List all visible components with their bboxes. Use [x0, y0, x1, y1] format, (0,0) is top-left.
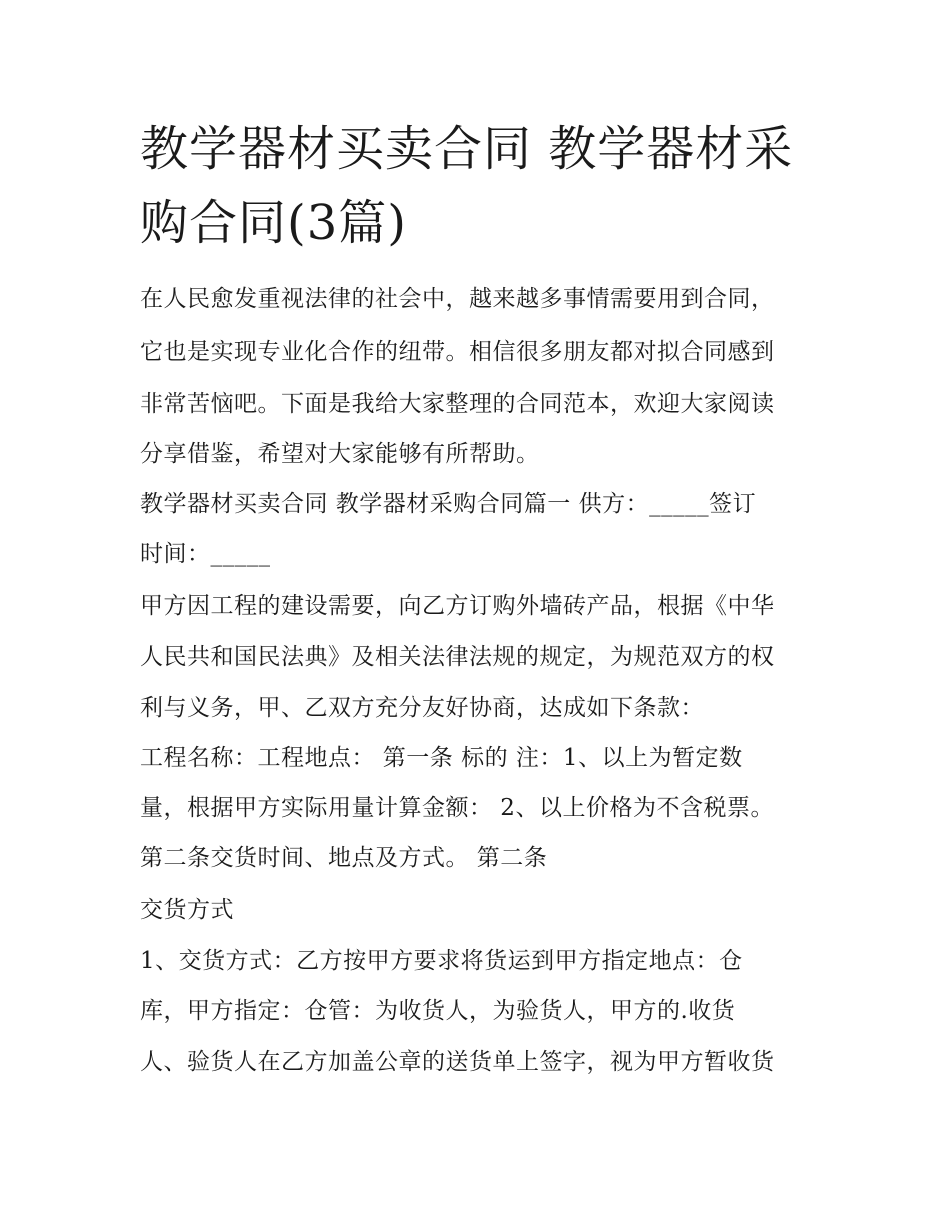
body-line-15: 库，甲方指定：仓管：为收货人，为验货人，甲方的.收货 [140, 998, 736, 1024]
body-line-9: 利与义务，甲、乙双方充分友好协商，达成如下条款： [140, 695, 704, 721]
body-line-16: 人、验货人在乙方加盖公章的送货单上签字，视为甲方暂收货 [140, 1049, 775, 1075]
document-title: 教学器材买卖合同 教学器材采购合同(3篇) [140, 121, 794, 251]
body-line-6: 时间：_____ [140, 541, 271, 567]
body-line-10: 工程名称：工程地点： 第一条 标的 注：1、以上为暂定数 [140, 745, 743, 771]
body-line-11: 量，根据甲方实际用量计算金额： 2、以上价格为不含税票。 [140, 795, 774, 821]
body-line-4: 分享借鉴，希望对大家能够有所帮助。 [140, 441, 540, 467]
body-line-3: 非常苦恼吧。下面是我给大家整理的合同范本，欢迎大家阅读 [140, 391, 775, 417]
body-line-14: 1、交货方式：乙方按甲方要求将货运到甲方指定地点：仓 [140, 948, 743, 974]
body-line-5: 教学器材买卖合同 教学器材采购合同篇一 供方：_____签订 [140, 491, 757, 517]
body-line-8: 人民共和国民法典》及相关法律法规的规定，为规范双方的权 [140, 644, 775, 670]
body-line-2: 它也是实现专业化合作的纽带。相信很多朋友都对拟合同感到 [140, 339, 775, 365]
body-line-12: 第二条交货时间、地点及方式。 第二条 [140, 845, 548, 871]
body-line-13: 交货方式 [140, 897, 234, 923]
body-line-7: 甲方因工程的建设需要，向乙方订购外墙砖产品，根据《中华 [140, 593, 775, 619]
body-line-1: 在人民愈发重视法律的社会中，越来越多事情需要用到合同， [140, 286, 775, 312]
